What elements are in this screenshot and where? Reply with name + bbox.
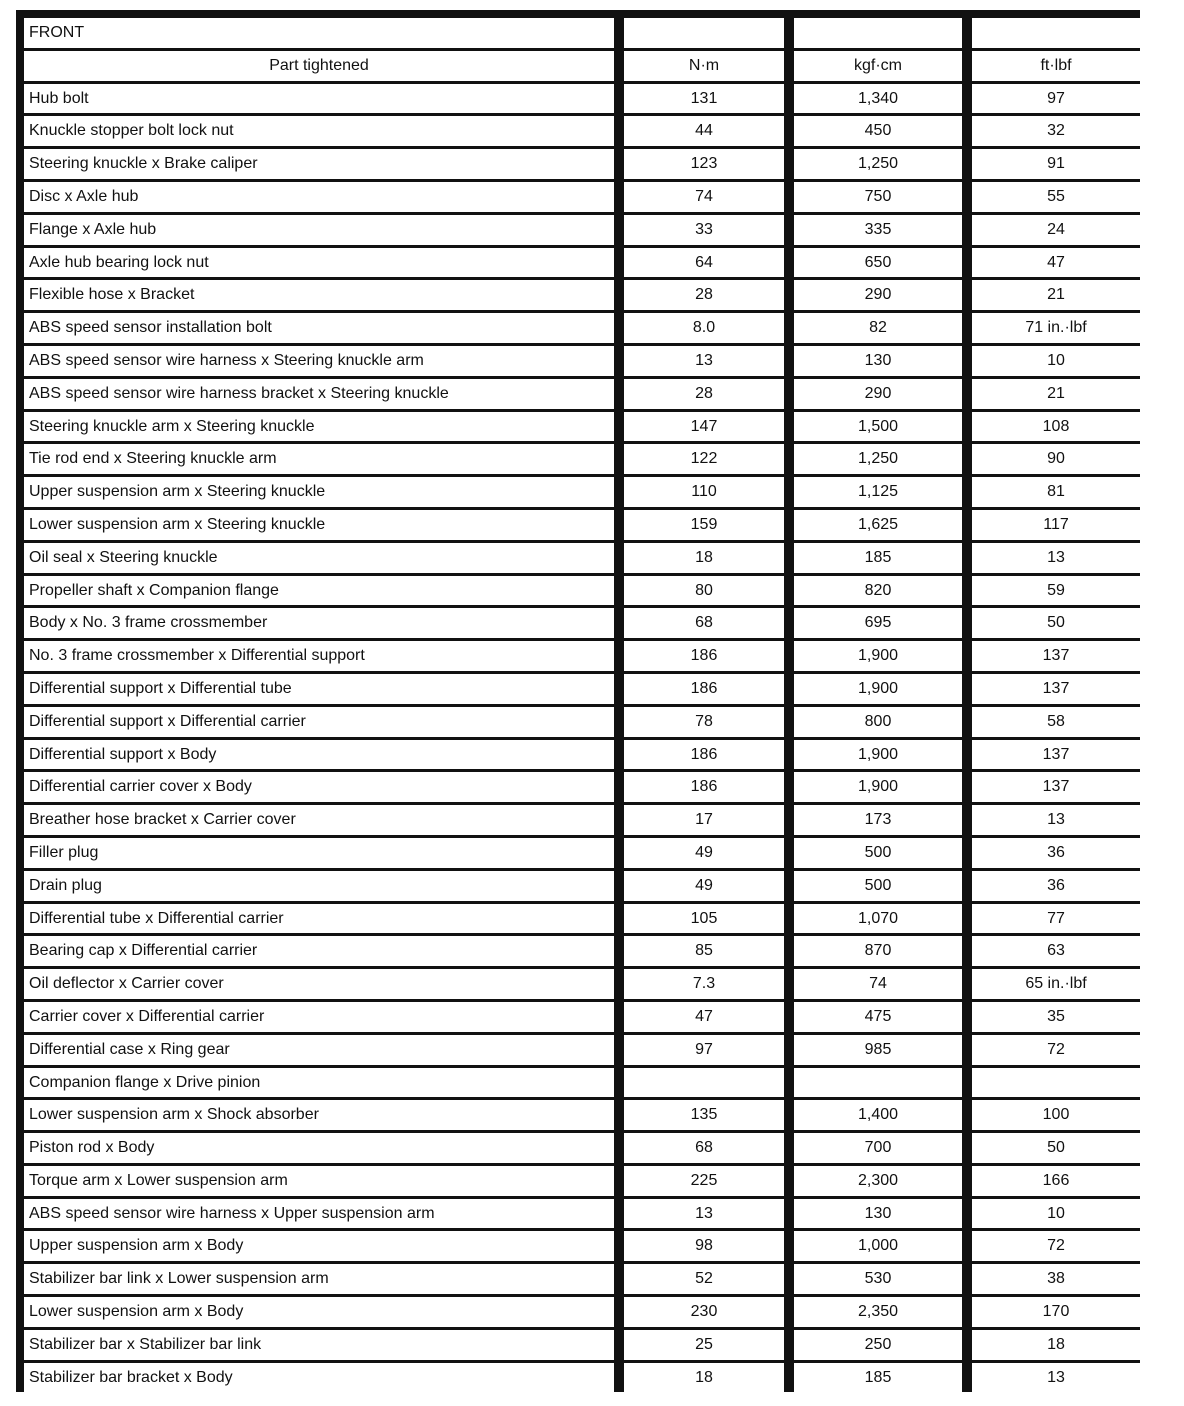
row-kgfcm: 290	[794, 379, 962, 409]
row-part: Bearing cap x Differential carrier	[24, 936, 614, 966]
row-part: ABS speed sensor wire harness bracket x Steering knuckle	[24, 379, 614, 409]
row-nm: 68	[624, 608, 784, 638]
header-part: Part tightened	[24, 51, 614, 81]
row-part: Piston rod x Body	[24, 1133, 614, 1163]
row-ftlbf: 13	[972, 1363, 1140, 1393]
row-nm: 7.3	[624, 969, 784, 999]
row-kgfcm: 74	[794, 969, 962, 999]
row-part: ABS speed sensor wire harness x Steering knuckle arm	[24, 346, 614, 376]
row-kgfcm: 500	[794, 838, 962, 868]
row-nm: 28	[624, 280, 784, 310]
row-part: Stabilizer bar x Stabilizer bar link	[24, 1330, 614, 1360]
row-ftlbf: 47	[972, 248, 1140, 278]
row-nm: 33	[624, 215, 784, 245]
row-nm: 18	[624, 543, 784, 573]
row-part: Lower suspension arm x Body	[24, 1297, 614, 1327]
row-ftlbf: 91	[972, 149, 1140, 179]
row-ftlbf: 166	[972, 1166, 1140, 1196]
row-kgfcm: 173	[794, 805, 962, 835]
row-part: Body x No. 3 frame crossmember	[24, 608, 614, 638]
row-part: Carrier cover x Differential carrier	[24, 1002, 614, 1032]
row-kgfcm	[794, 1068, 962, 1098]
row-kgfcm: 1,900	[794, 641, 962, 671]
row-nm: 44	[624, 116, 784, 146]
row-kgfcm: 650	[794, 248, 962, 278]
row-nm: 85	[624, 936, 784, 966]
row-kgfcm: 1,400	[794, 1100, 962, 1130]
row-ftlbf: 72	[972, 1035, 1140, 1065]
row-ftlbf: 13	[972, 805, 1140, 835]
row-kgfcm: 700	[794, 1133, 962, 1163]
row-kgfcm: 2,300	[794, 1166, 962, 1196]
row-part: Upper suspension arm x Body	[24, 1231, 614, 1261]
row-ftlbf: 21	[972, 280, 1140, 310]
row-nm: 13	[624, 346, 784, 376]
row-ftlbf: 63	[972, 936, 1140, 966]
table-grid	[24, 18, 1132, 1392]
row-kgfcm: 1,125	[794, 477, 962, 507]
row-part: Oil seal x Steering knuckle	[24, 543, 614, 573]
row-kgfcm: 130	[794, 346, 962, 376]
row-ftlbf: 170	[972, 1297, 1140, 1327]
row-ftlbf: 81	[972, 477, 1140, 507]
row-part: Stabilizer bar link x Lower suspension arm	[24, 1264, 614, 1294]
row-ftlbf: 137	[972, 674, 1140, 704]
row-ftlbf: 38	[972, 1264, 1140, 1294]
row-kgfcm: 1,500	[794, 412, 962, 442]
row-ftlbf: 137	[972, 772, 1140, 802]
row-kgfcm: 1,900	[794, 772, 962, 802]
row-kgfcm: 800	[794, 707, 962, 737]
row-nm: 147	[624, 412, 784, 442]
row-part: Drain plug	[24, 871, 614, 901]
row-nm: 98	[624, 1231, 784, 1261]
row-ftlbf: 21	[972, 379, 1140, 409]
row-ftlbf: 35	[972, 1002, 1140, 1032]
row-ftlbf: 97	[972, 84, 1140, 114]
row-kgfcm: 82	[794, 313, 962, 343]
row-kgfcm: 695	[794, 608, 962, 638]
row-ftlbf: 90	[972, 444, 1140, 474]
row-nm: 105	[624, 904, 784, 934]
row-nm: 123	[624, 149, 784, 179]
row-part: Disc x Axle hub	[24, 182, 614, 212]
row-ftlbf: 72	[972, 1231, 1140, 1261]
row-kgfcm: 185	[794, 1363, 962, 1393]
row-part: Differential carrier cover x Body	[24, 772, 614, 802]
row-part: Filler plug	[24, 838, 614, 868]
row-nm: 186	[624, 641, 784, 671]
row-part: Lower suspension arm x Steering knuckle	[24, 510, 614, 540]
row-nm: 8.0	[624, 313, 784, 343]
row-part: Differential support x Differential carrier	[24, 707, 614, 737]
torque-spec-table	[16, 10, 1140, 1392]
row-kgfcm: 450	[794, 116, 962, 146]
row-part: Differential case x Ring gear	[24, 1035, 614, 1065]
row-part: No. 3 frame crossmember x Differential support	[24, 641, 614, 671]
row-kgfcm: 185	[794, 543, 962, 573]
row-ftlbf: 32	[972, 116, 1140, 146]
row-nm: 74	[624, 182, 784, 212]
row-nm: 52	[624, 1264, 784, 1294]
row-part: Upper suspension arm x Steering knuckle	[24, 477, 614, 507]
row-nm: 18	[624, 1363, 784, 1393]
row-kgfcm: 750	[794, 182, 962, 212]
row-part: Tie rod end x Steering knuckle arm	[24, 444, 614, 474]
row-kgfcm: 130	[794, 1199, 962, 1229]
row-part: Breather hose bracket x Carrier cover	[24, 805, 614, 835]
row-nm: 28	[624, 379, 784, 409]
row-kgfcm: 500	[794, 871, 962, 901]
row-nm: 17	[624, 805, 784, 835]
row-kgfcm: 335	[794, 215, 962, 245]
row-kgfcm: 475	[794, 1002, 962, 1032]
row-part: Companion flange x Drive pinion	[24, 1068, 614, 1098]
row-ftlbf: 58	[972, 707, 1140, 737]
row-kgfcm: 250	[794, 1330, 962, 1360]
row-ftlbf	[972, 1068, 1140, 1098]
row-ftlbf: 77	[972, 904, 1140, 934]
row-ftlbf: 50	[972, 608, 1140, 638]
row-nm: 159	[624, 510, 784, 540]
row-ftlbf: 65 in.·lbf	[972, 969, 1140, 999]
row-part: ABS speed sensor installation bolt	[24, 313, 614, 343]
row-kgfcm: 2,350	[794, 1297, 962, 1327]
row-nm: 68	[624, 1133, 784, 1163]
row-kgfcm: 820	[794, 576, 962, 606]
row-ftlbf: 55	[972, 182, 1140, 212]
row-nm: 186	[624, 740, 784, 770]
row-ftlbf: 50	[972, 1133, 1140, 1163]
row-part: Propeller shaft x Companion flange	[24, 576, 614, 606]
row-ftlbf: 117	[972, 510, 1140, 540]
row-ftlbf: 10	[972, 346, 1140, 376]
row-nm: 97	[624, 1035, 784, 1065]
row-part: Knuckle stopper bolt lock nut	[24, 116, 614, 146]
row-nm: 122	[624, 444, 784, 474]
section-title-blank-kgfcm	[794, 18, 962, 48]
row-part: Steering knuckle arm x Steering knuckle	[24, 412, 614, 442]
row-nm: 80	[624, 576, 784, 606]
row-nm: 225	[624, 1166, 784, 1196]
row-nm: 110	[624, 477, 784, 507]
row-ftlbf: 137	[972, 641, 1140, 671]
row-nm: 25	[624, 1330, 784, 1360]
row-kgfcm: 1,625	[794, 510, 962, 540]
row-nm: 64	[624, 248, 784, 278]
header-kgfcm: kgf·cm	[794, 51, 962, 81]
header-ftlbf: ft·lbf	[972, 51, 1140, 81]
row-ftlbf: 36	[972, 871, 1140, 901]
row-part: Axle hub bearing lock nut	[24, 248, 614, 278]
row-kgfcm: 870	[794, 936, 962, 966]
section-title: FRONT	[24, 18, 614, 48]
row-part: Differential tube x Differential carrier	[24, 904, 614, 934]
row-part: Hub bolt	[24, 84, 614, 114]
row-ftlbf: 36	[972, 838, 1140, 868]
row-nm: 78	[624, 707, 784, 737]
row-kgfcm: 1,900	[794, 674, 962, 704]
row-nm: 49	[624, 871, 784, 901]
row-part: Steering knuckle x Brake caliper	[24, 149, 614, 179]
row-part: Oil deflector x Carrier cover	[24, 969, 614, 999]
row-nm: 186	[624, 674, 784, 704]
row-nm: 13	[624, 1199, 784, 1229]
row-ftlbf: 13	[972, 543, 1140, 573]
row-nm: 186	[624, 772, 784, 802]
row-nm: 49	[624, 838, 784, 868]
row-kgfcm: 1,000	[794, 1231, 962, 1261]
row-nm: 135	[624, 1100, 784, 1130]
row-ftlbf: 71 in.·lbf	[972, 313, 1140, 343]
row-nm: 47	[624, 1002, 784, 1032]
row-kgfcm: 1,340	[794, 84, 962, 114]
row-kgfcm: 1,900	[794, 740, 962, 770]
row-ftlbf: 137	[972, 740, 1140, 770]
row-kgfcm: 290	[794, 280, 962, 310]
row-part: ABS speed sensor wire harness x Upper suspension arm	[24, 1199, 614, 1229]
row-kgfcm: 1,070	[794, 904, 962, 934]
row-part: Differential support x Differential tube	[24, 674, 614, 704]
row-part: Lower suspension arm x Shock absorber	[24, 1100, 614, 1130]
row-part: Torque arm x Lower suspension arm	[24, 1166, 614, 1196]
row-part: Differential support x Body	[24, 740, 614, 770]
row-ftlbf: 59	[972, 576, 1140, 606]
row-kgfcm: 985	[794, 1035, 962, 1065]
section-title-blank-nm	[624, 18, 784, 48]
row-ftlbf: 10	[972, 1199, 1140, 1229]
header-nm: N·m	[624, 51, 784, 81]
row-ftlbf: 108	[972, 412, 1140, 442]
row-part: Flange x Axle hub	[24, 215, 614, 245]
row-ftlbf: 18	[972, 1330, 1140, 1360]
row-ftlbf: 24	[972, 215, 1140, 245]
row-ftlbf: 100	[972, 1100, 1140, 1130]
row-part: Flexible hose x Bracket	[24, 280, 614, 310]
row-nm: 230	[624, 1297, 784, 1327]
row-kgfcm: 1,250	[794, 444, 962, 474]
row-kgfcm: 1,250	[794, 149, 962, 179]
row-kgfcm: 530	[794, 1264, 962, 1294]
section-title-blank-ftlbf	[972, 18, 1140, 48]
row-nm	[624, 1068, 784, 1098]
row-nm: 131	[624, 84, 784, 114]
row-part: Stabilizer bar bracket x Body	[24, 1363, 614, 1393]
